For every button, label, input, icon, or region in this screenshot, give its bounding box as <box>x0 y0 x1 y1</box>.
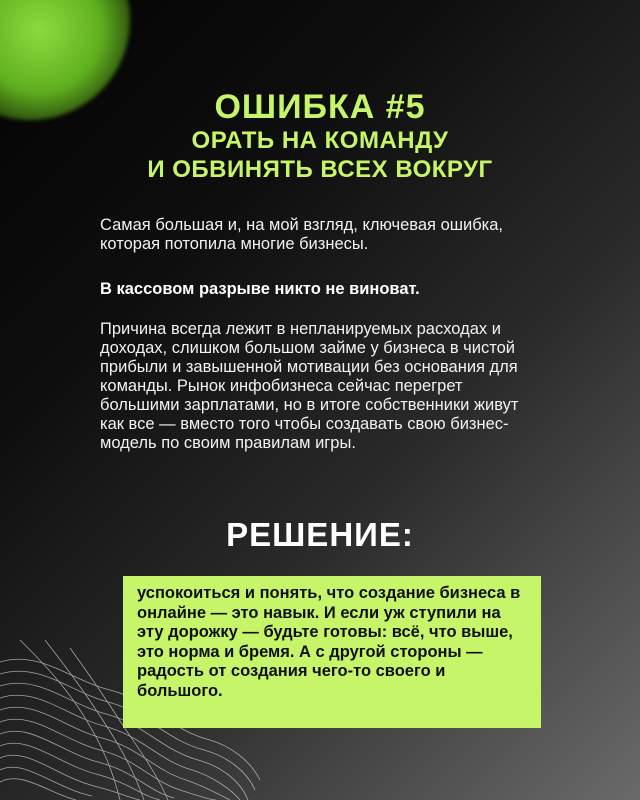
explanation-paragraph: Причина всегда лежит в непланируемых расходах и доходах, слишком большом займе у бизнеса в чистой прибыли и завышенной мотивации без основания для команды. Рынок инфобизнеса сейчас перегрет большими зарплатами, но в итоге собственники живут как все — вместо того чтобы создавать свою бизнес-модель по своим правилам игры. <box>100 320 519 452</box>
subtitle-line-2: И ОБВИНЯТЬ ВСЕХ ВОКРУГ <box>147 156 493 183</box>
page-subtitle <box>0 126 640 184</box>
subtitle-line-1: ОРАТЬ НА КОМАНДУ <box>191 127 449 154</box>
solution-text: успокоиться и понять, что создание бизнеса в онлайне — это навык. И если уж ступили на эту дорожку — будьте готовы: всё, что выше, это норма и бремя. А с другой стороны — радость от создания чего-то своего и большого. <box>137 584 521 700</box>
page-title: ОШИБКА #5 <box>214 88 426 126</box>
solution-box <box>123 576 541 728</box>
solution-heading: РЕШЕНИЕ: <box>226 516 414 553</box>
intro-paragraph: Самая большая и, на мой взгляд, ключевая ошибка, которая потопила многие бизнесы. <box>100 216 503 253</box>
highlight-statement: В кассовом разрыве никто не виноват. <box>100 280 420 298</box>
